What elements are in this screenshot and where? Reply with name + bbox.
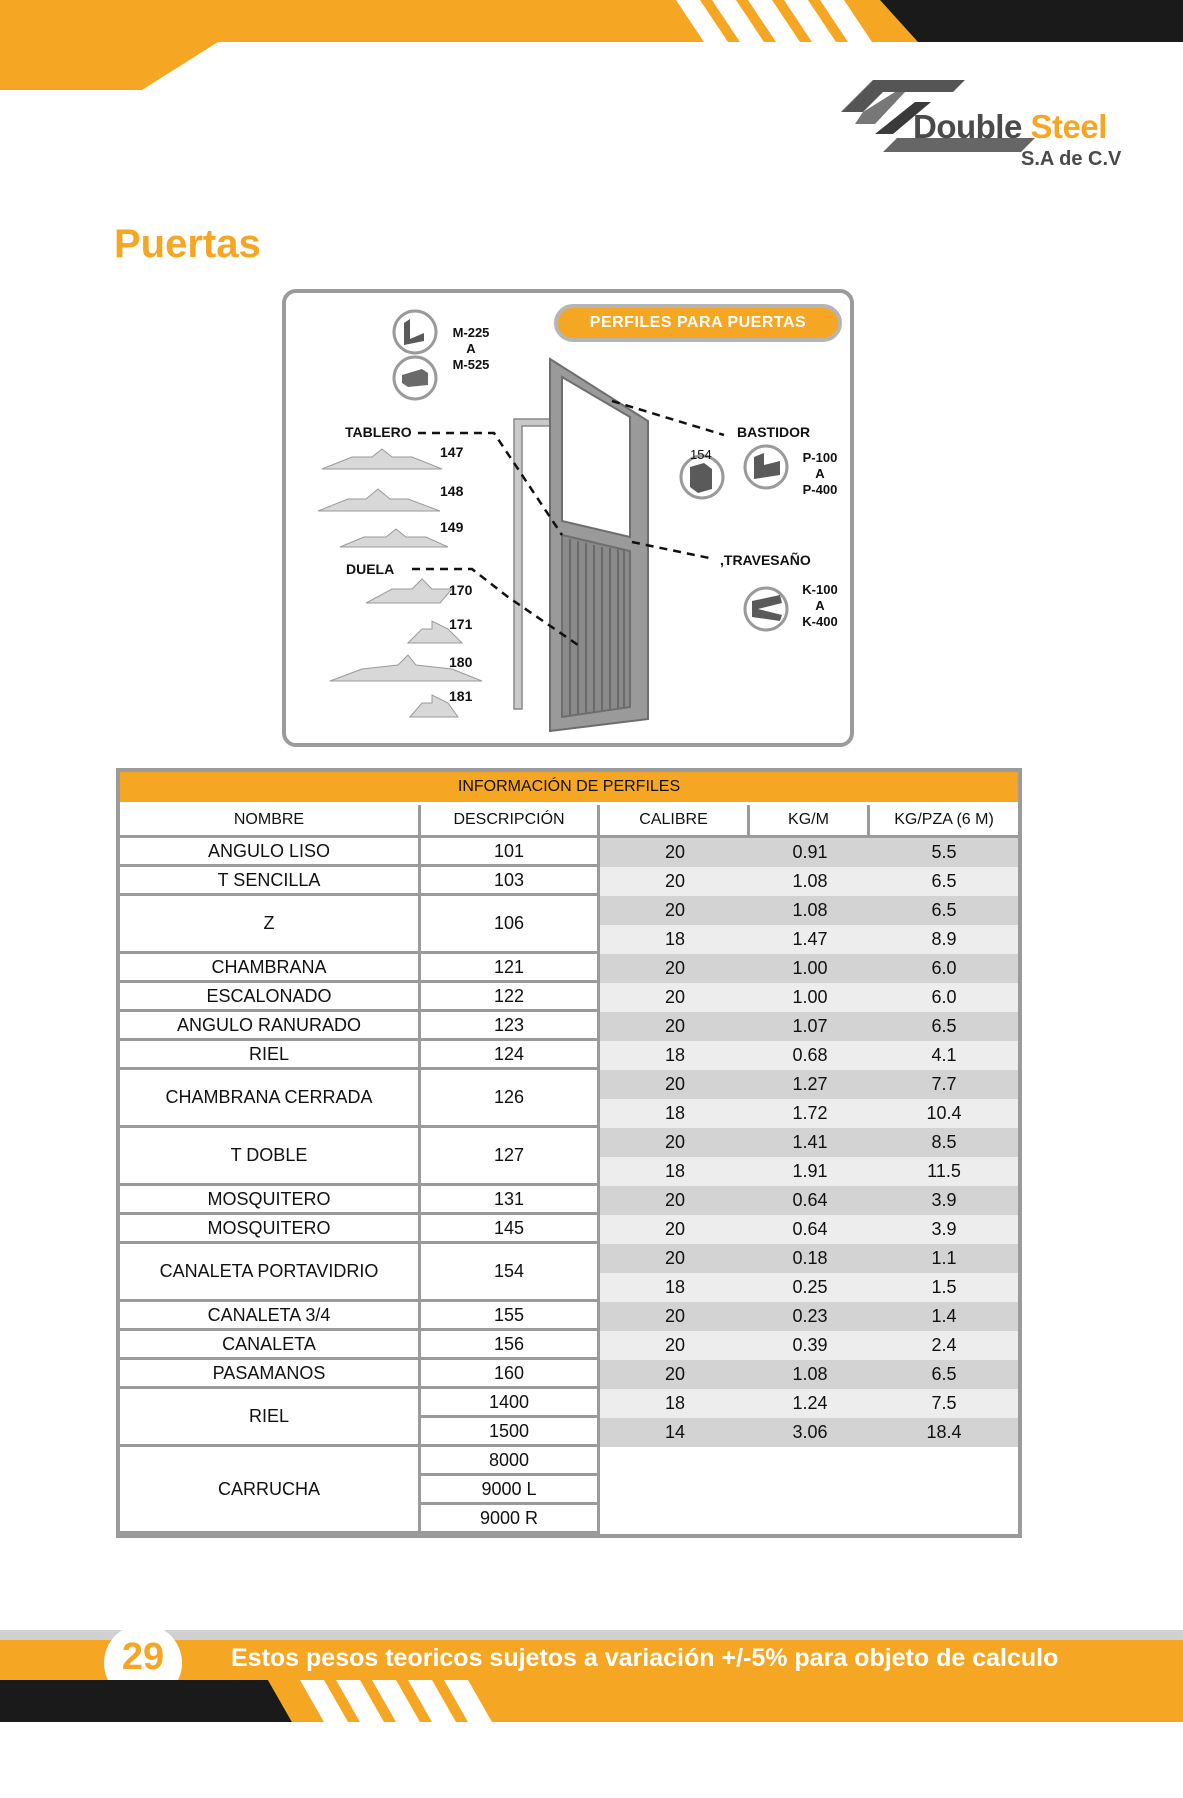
cell-calibre: 20 [600,1215,750,1244]
cell-kg-pza: 10.4 [870,1099,1018,1128]
door-profile-diagram [282,289,854,747]
cell-calibre: 20 [600,1070,750,1099]
table-row [120,867,1018,896]
cell-descripcion: 9000 L [421,1476,600,1505]
travesano-label: ,TRAVESAÑO [720,552,811,568]
cell-kg-pza: 2.4 [870,1331,1018,1360]
table-row [120,954,1018,983]
cell-kg-m: 1.24 [750,1389,870,1418]
cell-descripcion: 145 [421,1215,600,1244]
cell-descripcion: 1500 [421,1418,600,1447]
table-row [120,1389,1018,1418]
cell-calibre: 20 [600,867,750,896]
cell-descripcion: 131 [421,1186,600,1215]
bastidor-code-start: P-100 [802,450,838,465]
cell-calibre: 20 [600,838,750,867]
cell-kg-pza: 6.0 [870,983,1018,1012]
door-leaf [550,359,648,731]
table-row [120,1215,1018,1244]
m-code-range [441,325,501,373]
cell-nombre: T SENCILLA [120,867,421,896]
cell-kg-pza: 5.5 [870,838,1018,867]
cell-kg-pza: 6.5 [870,867,1018,896]
cell-descripcion: 123 [421,1012,600,1041]
m-code-end: M-525 [452,357,490,372]
cell-descripcion: 160 [421,1360,600,1389]
header-nombre: NOMBRE [120,805,421,838]
brand-name-steel: Steel [1030,108,1107,145]
cell-calibre: 20 [600,896,750,925]
cell-descripcion: 126 [421,1070,600,1128]
brand-name-double: Double [913,108,1022,145]
table-row [120,1041,1018,1070]
cell-kg-pza: 1.4 [870,1302,1018,1331]
cell-kg-m: 1.72 [750,1099,870,1128]
cell-kg-pza: 3.9 [870,1215,1018,1244]
cell-nombre: CANALETA 3/4 [120,1302,421,1331]
table-row [120,838,1018,867]
cell-descripcion: 127 [421,1128,600,1186]
cell-nombre: ANGULO RANURADO [120,1012,421,1041]
cell-nombre: CANALETA PORTAVIDRIO [120,1244,421,1302]
table-row [120,1128,1018,1157]
cell-kg-m: 3.06 [750,1418,870,1447]
cell-descripcion: 8000 [421,1447,600,1476]
cell-calibre: 20 [600,1331,750,1360]
cell-kg-pza: 1.5 [870,1273,1018,1302]
cell-nombre: T DOBLE [120,1128,421,1186]
cell-kg-m: 0.23 [750,1302,870,1331]
duela-item: 170 [449,582,473,598]
cell-kg-pza: 8.5 [870,1128,1018,1157]
cell-calibre: 18 [600,1099,750,1128]
travesano-profile-icon [745,588,787,630]
cell-descripcion: 156 [421,1331,600,1360]
header-descripcion: DESCRIPCIÓN [421,805,600,838]
cell-descripcion: 106 [421,896,600,954]
cell-empty [600,1447,1018,1534]
cell-descripcion: 9000 R [421,1505,600,1534]
cell-calibre: 20 [600,983,750,1012]
table-row [120,1244,1018,1273]
cell-kg-m: 0.64 [750,1186,870,1215]
table-body [120,838,1018,1534]
m-code-a: A [466,341,476,356]
travesano-code-end: K-400 [802,614,838,629]
cell-descripcion: 103 [421,867,600,896]
cell-calibre: 20 [600,1186,750,1215]
header-kg-pza: KG/PZA (6 M) [870,805,1018,838]
cell-nombre: Z [120,896,421,954]
cell-nombre: ESCALONADO [120,983,421,1012]
duela-label: DUELA [346,561,395,577]
duela-item: 180 [449,654,473,670]
table-row [120,1447,1018,1476]
cell-calibre: 14 [600,1418,750,1447]
table-row [120,1302,1018,1331]
cell-kg-m: 1.07 [750,1012,870,1041]
bastidor-code-a: A [815,466,825,481]
cell-kg-m: 1.47 [750,925,870,954]
cell-calibre: 20 [600,1128,750,1157]
cell-calibre: 20 [600,954,750,983]
profiles-badge: PERFILES PARA PUERTAS [554,304,842,342]
cell-kg-m: 1.91 [750,1157,870,1186]
table-row [120,1186,1018,1215]
table-title-row [120,772,1018,805]
cell-calibre: 20 [600,1302,750,1331]
page-number: 29 [121,1636,165,1678]
duela-item: 181 [449,688,473,704]
bastidor-code-range [790,450,850,498]
m-profile-icons [394,311,436,399]
tablero-item: 148 [440,483,464,499]
cell-nombre: CARRUCHA [120,1447,421,1534]
travesano-code-a: A [815,598,825,613]
bastidor-code-end: P-400 [802,482,838,497]
table-title: INFORMACIÓN DE PERFILES [120,772,1018,805]
brand-suffix: S.A de C.V [1021,148,1122,170]
table-row [120,1360,1018,1389]
footer-note: Estos pesos teoricos sujetos a variación +/-5% para objeto de calculo [231,1644,1059,1672]
cell-descripcion: 122 [421,983,600,1012]
tablero-profiles [318,449,448,547]
cell-descripcion: 101 [421,838,600,867]
table-row [120,983,1018,1012]
table-row [120,1012,1018,1041]
cell-kg-pza: 7.7 [870,1070,1018,1099]
cell-kg-m: 1.41 [750,1128,870,1157]
bastidor-154-label: 154 [690,447,712,462]
cell-descripcion: 154 [421,1244,600,1302]
cell-nombre: MOSQUITERO [120,1186,421,1215]
cell-nombre: PASAMANOS [120,1360,421,1389]
cell-calibre: 18 [600,1273,750,1302]
cell-kg-pza: 7.5 [870,1389,1018,1418]
cell-nombre: CHAMBRANA [120,954,421,983]
cell-kg-m: 0.91 [750,838,870,867]
cell-kg-pza: 6.5 [870,896,1018,925]
cell-descripcion: 1400 [421,1389,600,1418]
cell-nombre: CHAMBRANA CERRADA [120,1070,421,1128]
cell-descripcion: 121 [421,954,600,983]
cell-kg-pza: 11.5 [870,1157,1018,1186]
table-row [120,1070,1018,1099]
travesano-code-range [790,582,850,630]
table-header-row [120,805,1018,838]
header-kg-m: KG/M [750,805,870,838]
page-title: Puertas [114,222,261,266]
cell-calibre: 18 [600,1041,750,1070]
cell-kg-pza: 6.5 [870,1360,1018,1389]
tablero-item: 149 [440,519,464,535]
cell-kg-m: 1.00 [750,983,870,1012]
cell-kg-m: 0.18 [750,1244,870,1273]
cell-calibre: 18 [600,925,750,954]
cell-kg-m: 0.64 [750,1215,870,1244]
m-code-start: M-225 [452,325,490,340]
cell-nombre: CANALETA [120,1331,421,1360]
duela-item: 171 [449,616,473,632]
bottom-decorative-band [0,1680,1183,1722]
cell-kg-m: 1.27 [750,1070,870,1099]
cell-kg-pza: 6.5 [870,1012,1018,1041]
cell-nombre: MOSQUITERO [120,1215,421,1244]
bastidor-label: BASTIDOR [737,424,811,440]
cell-calibre: 18 [600,1157,750,1186]
cell-kg-m: 0.25 [750,1273,870,1302]
cell-calibre: 20 [600,1012,750,1041]
cell-kg-pza: 1.1 [870,1244,1018,1273]
profiles-table-container [116,768,1022,1538]
cell-descripcion: 124 [421,1041,600,1070]
cell-kg-pza: 18.4 [870,1418,1018,1447]
cell-kg-m: 1.08 [750,896,870,925]
brand-logo [835,72,1135,182]
cell-kg-m: 0.39 [750,1331,870,1360]
cell-kg-pza: 4.1 [870,1041,1018,1070]
cell-kg-pza: 3.9 [870,1186,1018,1215]
tablero-item: 147 [440,444,464,460]
cell-kg-m: 1.08 [750,867,870,896]
cell-calibre: 20 [600,1244,750,1273]
header-calibre: CALIBRE [600,805,750,838]
cell-kg-pza: 6.0 [870,954,1018,983]
cell-calibre: 20 [600,1360,750,1389]
cell-calibre: 18 [600,1389,750,1418]
cell-nombre: RIEL [120,1389,421,1447]
table-row [120,896,1018,925]
cell-kg-m: 1.00 [750,954,870,983]
travesano-code-start: K-100 [802,582,838,597]
cell-kg-m: 0.68 [750,1041,870,1070]
cell-descripcion: 155 [421,1302,600,1331]
cell-nombre: ANGULO LISO [120,838,421,867]
cell-nombre: RIEL [120,1041,421,1070]
profiles-table [116,768,1022,1538]
tablero-label: TABLERO [345,424,412,440]
table-row [120,1331,1018,1360]
cell-kg-m: 1.08 [750,1360,870,1389]
cell-kg-pza: 8.9 [870,925,1018,954]
